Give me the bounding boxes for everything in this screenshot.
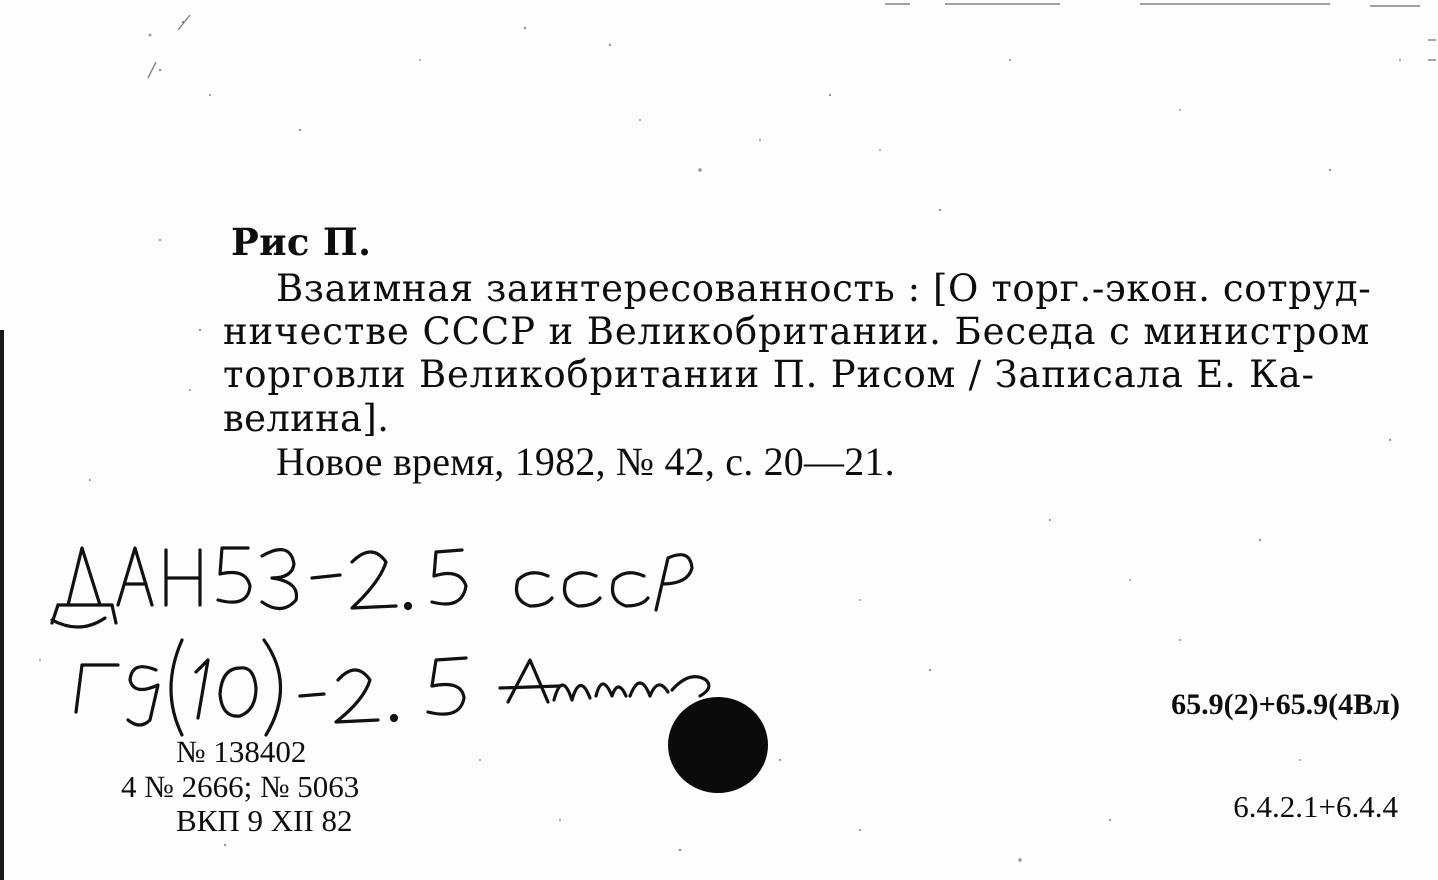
- card-heading: Рис П.: [231, 220, 372, 264]
- handwritten-line-2: [76, 640, 709, 735]
- description-line: велина].: [223, 397, 390, 440]
- description-line: Взаимная заинтересованность : [О торг.-экон. сотруд-: [276, 267, 1372, 310]
- registration-references: 4 № 2666; № 5063: [121, 769, 360, 804]
- handwritten-line-1: [52, 548, 692, 627]
- classification-index-primary: 65.9(2)+65.9(4Вл): [1171, 688, 1400, 721]
- description-line: ничестве СССР и Великобритании. Беседа с министром: [223, 310, 1371, 353]
- source-citation: Новое время, 1982, № 42, с. 20—21.: [276, 439, 895, 484]
- description-line: торговли Великобритании П. Рисом / Записала Е. Ка-: [223, 353, 1315, 396]
- ink-blot: [668, 697, 768, 793]
- registration-stamp: ВКП 9 XII 82: [176, 803, 353, 838]
- registration-number: № 138402: [176, 734, 307, 769]
- classification-index-secondary: 6.4.2.1+6.4.4: [1233, 789, 1398, 824]
